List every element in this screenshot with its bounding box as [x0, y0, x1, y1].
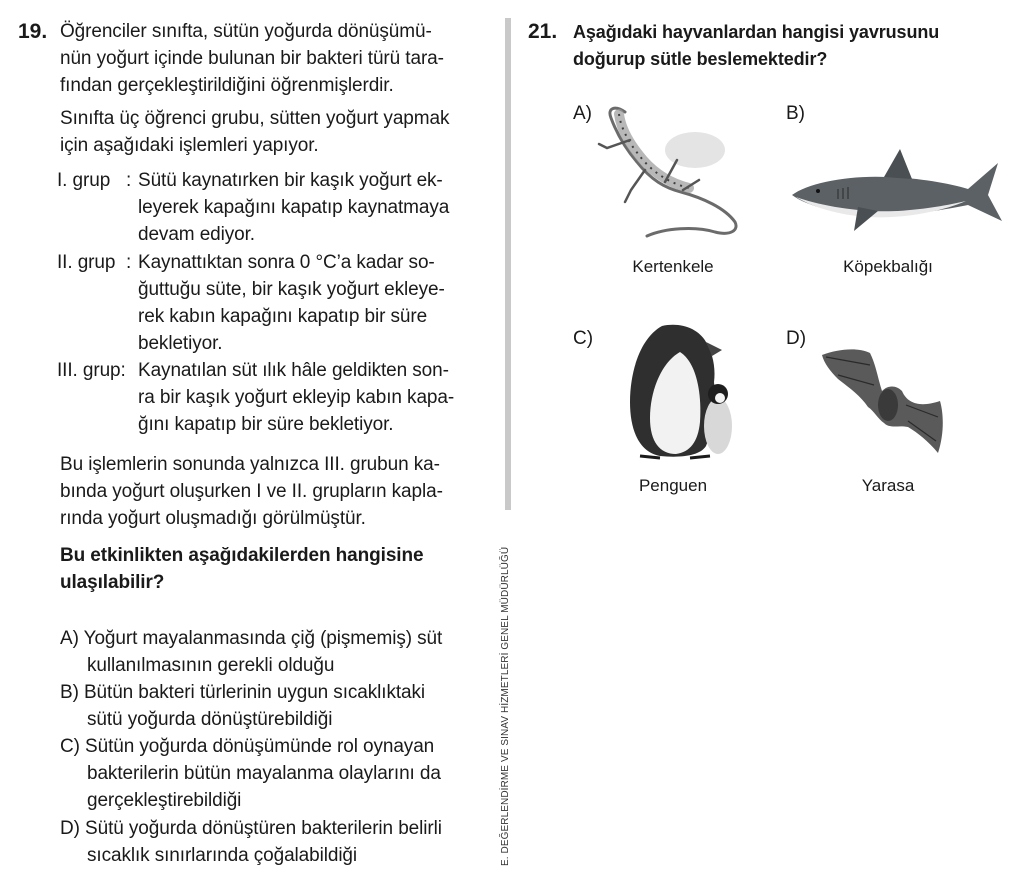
group-label: III. grup:	[57, 360, 126, 381]
question-stem: Bu etkinlikten aşağıdakilerden hangisine	[60, 545, 424, 566]
group-separator: :	[126, 252, 132, 273]
option-c[interactable]: C) Sütün yoğurda dönüşümünde rol oynayan	[60, 736, 435, 757]
intro-line: fından gerçekleştirildiğini öğrenmişlerdir.	[60, 75, 394, 96]
intro-line: nün yoğurt içinde bulunan bir bakteri türü tara-	[60, 48, 444, 69]
option-a-letter[interactable]: A)	[573, 103, 592, 124]
group-text: rek kabın kapağını kapatıp bir süre	[138, 306, 428, 327]
bat-icon[interactable]	[818, 345, 950, 457]
option-d-letter[interactable]: D)	[786, 328, 807, 349]
group-label: I. grup	[57, 170, 111, 191]
option-a-cont: kullanılmasının gerekli olduğu	[87, 655, 335, 676]
group-text: ğuttuğu süte, bir kaşık yoğurt ekleye-	[138, 279, 445, 300]
paragraph-line: için aşağıdaki işlemleri yapıyor.	[60, 135, 319, 156]
question-stem: doğurup sütle beslemektedir?	[573, 49, 828, 69]
question-number: 19.	[18, 20, 48, 43]
question-stem: ulaşılabilir?	[60, 572, 165, 593]
option-d[interactable]: D) Sütü yoğurda dönüştüren bakterilerin belirli	[60, 818, 442, 839]
shark-icon[interactable]	[788, 145, 1006, 235]
option-d-cont: sıcaklık sınırlarında çoğalabildiği	[87, 845, 358, 866]
question-number: 21.	[528, 20, 558, 43]
result-line: bında yoğurt oluşurken I ve II. grupların kapla-	[60, 481, 443, 502]
group-text: Kaynattıktan sonra 0 °C’a kadar so-	[138, 252, 435, 273]
penguin-icon[interactable]	[620, 322, 740, 460]
option-c-cont: bakterilerin bütün mayalanma olaylarını da	[87, 763, 441, 784]
animal-name-shark: Köpekbalığı	[843, 257, 933, 276]
column-divider	[505, 18, 511, 510]
option-b-letter[interactable]: B)	[786, 103, 805, 124]
result-line: rında yoğurt oluşmadığı görülmüştür.	[60, 508, 366, 529]
option-c-cont: gerçekleştirebildiği	[87, 790, 242, 811]
group-text: Kaynatılan süt ılık hâle geldikten son-	[138, 360, 449, 381]
group-text: bekletiyor.	[138, 333, 223, 354]
question-stem: Aşağıdaki hayvanlardan hangisi yavrusunu	[573, 22, 940, 42]
animal-name-penguin: Penguen	[638, 476, 708, 495]
option-b-cont: sütü yoğurda dönüştürebildiği	[87, 709, 333, 730]
option-a[interactable]: A) Yoğurt mayalanmasında çiğ (pişmemiş) süt	[60, 628, 443, 649]
animal-name-lizard: Kertenkele	[632, 257, 714, 276]
publisher-vertical-text: E. DEĞERLENDİRME VE SINAV HİZMETLERİ GENEL MÜDÜRLÜĞÜ	[500, 546, 511, 866]
group-separator: :	[126, 170, 132, 191]
result-line: Bu işlemlerin sonunda yalnızca III. grubun ka-	[60, 454, 440, 475]
group-text: devam ediyor.	[138, 224, 255, 245]
group-text: Sütü kaynatırken bir kaşık yoğurt ek-	[138, 170, 443, 191]
option-c-letter[interactable]: C)	[573, 328, 594, 349]
group-label: II. grup	[57, 252, 116, 273]
group-text: leyerek kapağını kapatıp kaynatmaya	[138, 197, 450, 218]
animal-name-bat: Yarasa	[861, 476, 915, 495]
lizard-icon[interactable]	[585, 100, 745, 245]
group-text: ğını kapatıp bir süre bekletiyor.	[138, 414, 394, 435]
paragraph-line: Sınıfta üç öğrenci grubu, sütten yoğurt yapmak	[60, 108, 450, 129]
group-text: ra bir kaşık yoğurt ekleyip kabın kapa-	[138, 387, 455, 408]
intro-line: Öğrenciler sınıfta, sütün yoğurda dönüşümü-	[60, 21, 432, 42]
option-b[interactable]: B) Bütün bakteri türlerinin uygun sıcaklıktaki	[60, 682, 426, 703]
